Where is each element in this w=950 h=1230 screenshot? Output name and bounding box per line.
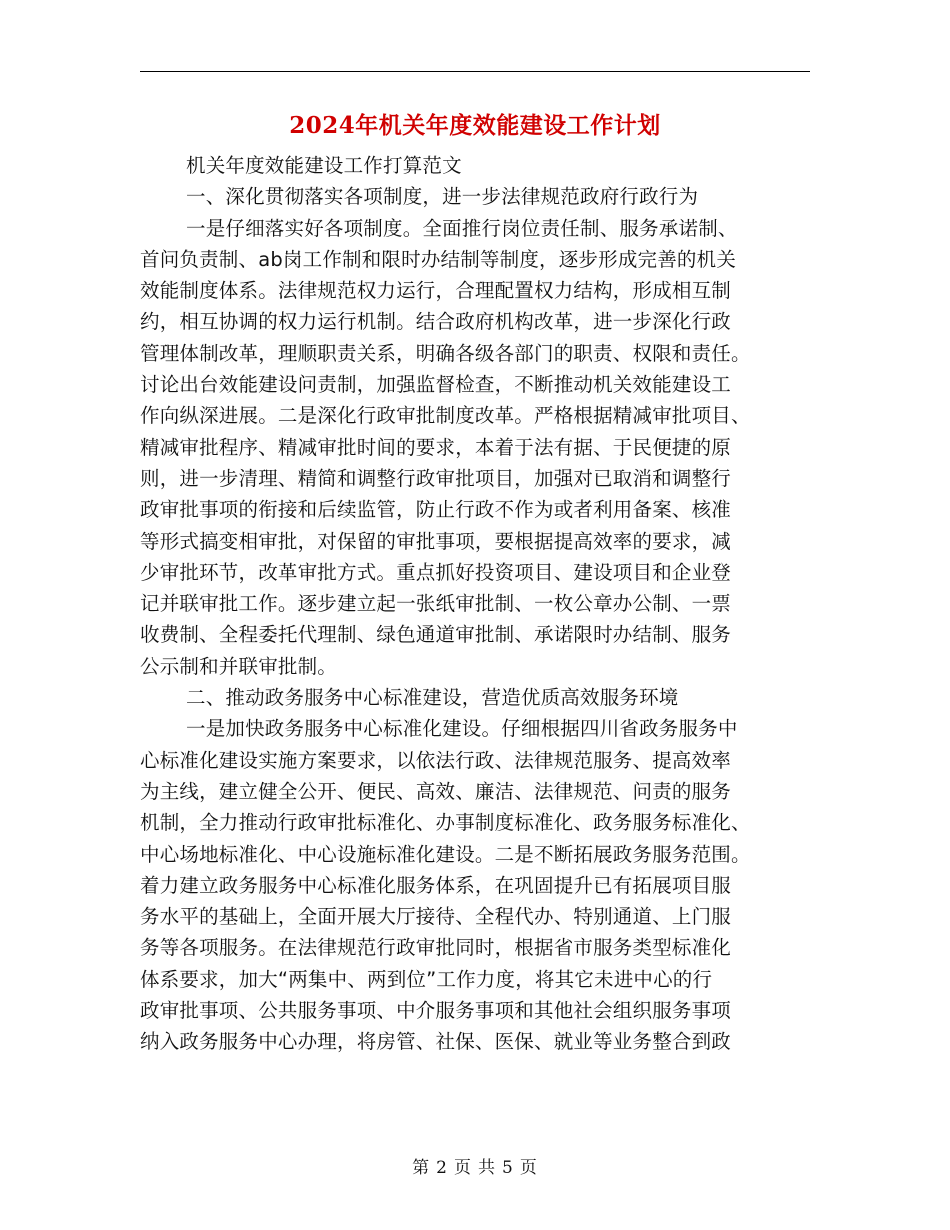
text-line: 着力建立政务服务中心标准化服务体系，在巩固提升已有拓展项目服 [140, 873, 732, 897]
text-line: 精减审批程序、精减审批时间的要求，本着于法有据、于民便捷的原 [140, 435, 732, 459]
text-line: 机关年度效能建设工作打算范文 [186, 154, 462, 177]
text-line: 效能制度体系。法律规范权力运行，合理配置权力结构，形成相互制 [140, 279, 732, 303]
document-title: 2024年机关年度效能建设工作计划 [289, 112, 661, 139]
text-line: 约，相互协调的权力运行机制。结合政府机构改革，进一步深化行政 [140, 310, 732, 334]
footer-total-word: 共 [478, 1158, 496, 1178]
text-line: 作向纵深进展。二是深化行政审批制度改革。严格根据精减审批项目、 [140, 404, 751, 428]
text-line: 公示制和并联审批制。 [140, 654, 338, 678]
text-line: 记并联审批工作。逐步建立起一张纸审批制、一枚公章办公制、一票 [140, 592, 732, 616]
text-line: 少审批环节，改革审批方式。重点抓好投资项目、建设项目和企业登 [140, 560, 732, 584]
header-rule [140, 71, 810, 72]
text-line: 中心场地标准化、中心设施标准化建设。二是不断拓展政务服务范围。 [140, 842, 751, 866]
text-line: 为主线，建立健全公开、便民、高效、廉洁、法律规范、问责的服务 [140, 779, 732, 803]
text-line: 心标准化建设实施方案要求，以依法行政、法律规范服务、提高效率 [140, 748, 732, 772]
text-line: 讨论出台效能建设问责制，加强监督检查，不断推动机关效能建设工 [140, 373, 732, 397]
footer-page-word: 页 [454, 1158, 472, 1178]
text-line: 一是仔细落实好各项制度。全面推行岗位责任制、服务承诺制、 [186, 216, 738, 240]
text-line: 收费制、全程委托代理制、绿色通道审批制、承诺限时办结制、服务 [140, 623, 732, 647]
text-line: 则，进一步清理、精简和调整行政审批项目，加强对已取消和调整行 [140, 466, 732, 490]
text-line: 体系要求，加大“两集中、两到位”工作力度，将其它未进中心的行 [140, 967, 713, 991]
page-total: 5 [502, 1158, 514, 1178]
document-body [140, 150, 820, 1058]
footer-prefix: 第 [412, 1158, 431, 1178]
page-number: 2 [436, 1158, 448, 1178]
section-heading: 一、深化贯彻落实各项制度，进一步法律规范政府行政行为 [186, 185, 699, 209]
text-line: 等形式搞变相审批，对保留的审批事项，要根据提高效率的要求，减 [140, 529, 732, 553]
page-footer [0, 1153, 950, 1178]
text-line: 机制，全力推动行政审批标准化、办事制度标准化、政务服务标准化、 [140, 811, 751, 835]
text-line: 一是加快政务服务中心标准化建设。仔细根据四川省政务服务中 [186, 717, 738, 741]
text-line: 政审批事项、公共服务事项、中介服务事项和其他社会组织服务事项 [140, 999, 732, 1023]
text-line: 政审批事项的衔接和后续监管，防止行政不作为或者利用备案、核准 [140, 498, 732, 522]
text-line: 管理体制改革，理顺职责关系，明确各级各部门的职责、权限和责任。 [140, 341, 751, 365]
footer-suffix: 页 [519, 1158, 538, 1178]
section-heading: 二、推动政务服务中心标准建设，营造优质高效服务环境 [186, 686, 679, 710]
text-line: 务等各项服务。在法律规范行政审批同时，根据省市服务类型标准化 [140, 936, 732, 960]
text-line: 纳入政务服务中心办理，将房管、社保、医保、就业等业务整合到政 [140, 1030, 732, 1054]
text-line: 务水平的基础上，全面开展大厅接待、全程代办、特别通道、上门服 [140, 905, 732, 929]
text-line: 首问负责制、ab岗工作制和限时办结制等制度，逐步形成完善的机关 [140, 247, 737, 271]
